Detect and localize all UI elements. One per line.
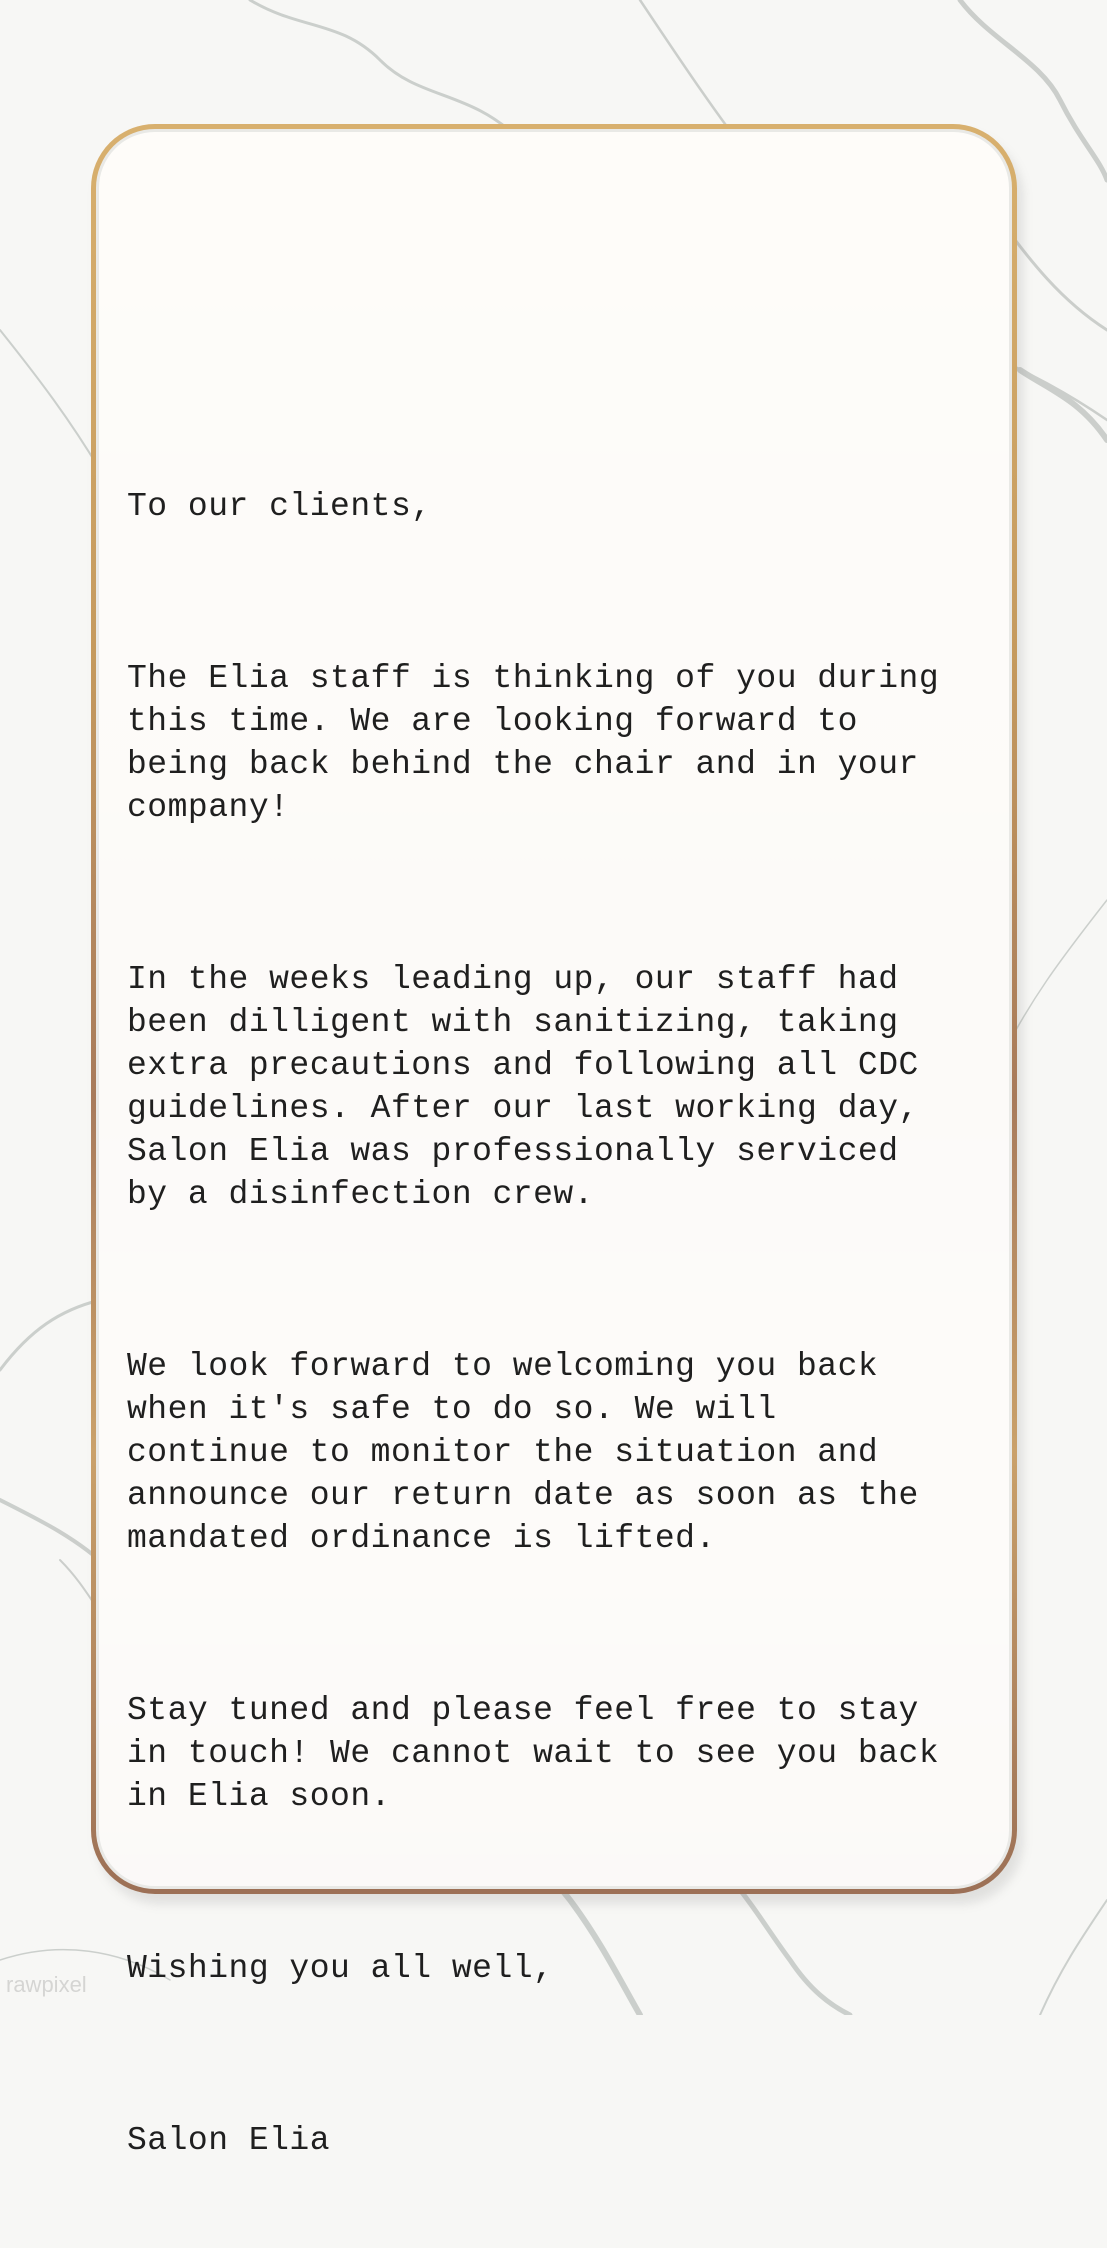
letter-paragraph-2: In the weeks leading up, our staff had been dilligent with sanitizing, taking extra precautions and following all CDC guidelines. After our last working day, Salon Elia was professionally serviced by a disinfection crew. bbox=[127, 961, 919, 1213]
letter-signature: Salon Elia bbox=[127, 2122, 331, 2159]
letter-greeting: To our clients, bbox=[127, 488, 432, 525]
letter-closing: Wishing you all well, bbox=[127, 1950, 554, 1987]
letter-paragraph-1: The Elia staff is thinking of you during this time. We are looking forward to being back behind the chair and in your company! bbox=[127, 660, 940, 826]
letter-body bbox=[127, 399, 1007, 2248]
watermark-text: rawpixel bbox=[6, 1972, 87, 1997]
letter-paragraph-4: Stay tuned and please feel free to stay in touch! We cannot wait to see you back in Elia soon. bbox=[127, 1692, 940, 1815]
letter-paragraph-3: We look forward to welcoming you back when it's safe to do so. We will continue to monitor the situation and announce our return date as soon as the mandated ordinance is lifted. bbox=[127, 1348, 919, 1557]
